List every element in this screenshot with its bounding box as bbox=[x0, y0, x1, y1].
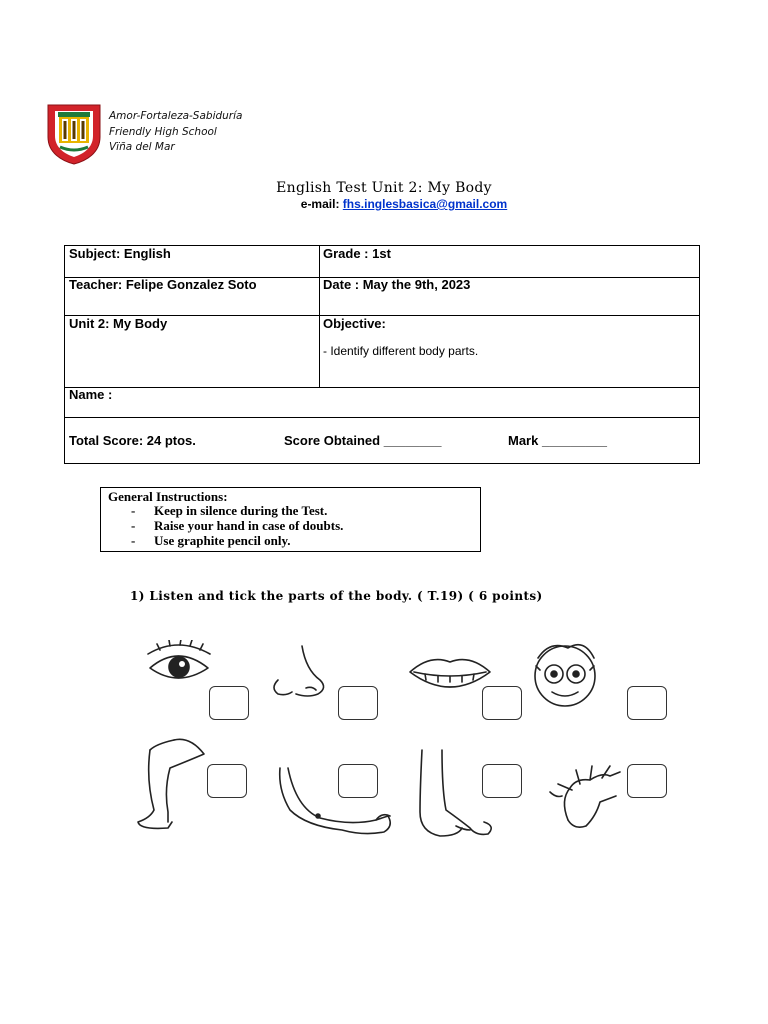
question-1: 1) Listen and tick the parts of the body. ( T.19) ( 6 points) bbox=[130, 589, 543, 603]
nose-icon bbox=[274, 646, 324, 696]
email-link[interactable]: fhs.inglesbasica@gmail.com bbox=[342, 197, 508, 211]
school-crest-icon bbox=[46, 103, 102, 165]
teacher-cell: Teacher: Felipe Gonzalez Soto bbox=[69, 277, 257, 292]
eye-tickbox[interactable] bbox=[209, 686, 249, 720]
subject-cell: Subject: English bbox=[69, 246, 171, 261]
mouth-tickbox[interactable] bbox=[482, 686, 522, 720]
body-parts-pictures bbox=[120, 640, 680, 850]
score-obtained: Score Obtained ________ bbox=[284, 433, 442, 448]
school-motto: Amor-Fortaleza-Sabiduría bbox=[109, 110, 243, 122]
email-row bbox=[0, 197, 768, 211]
instruction-item: - Keep in silence during the Test. bbox=[131, 503, 328, 518]
date-cell: Date : May the 9th, 2023 bbox=[323, 277, 471, 292]
objective-label: Objective: bbox=[323, 316, 386, 331]
unit-cell: Unit 2: My Body bbox=[69, 316, 168, 331]
head-icon bbox=[535, 645, 595, 706]
total-score: Total Score: 24 ptos. bbox=[69, 433, 196, 448]
nose-tickbox[interactable] bbox=[338, 686, 378, 720]
info-table bbox=[64, 245, 700, 464]
instruction-item: - Raise your hand in case of doubts. bbox=[131, 518, 344, 533]
hand-tickbox[interactable] bbox=[627, 764, 667, 798]
instructions-heading: General Instructions: bbox=[108, 489, 228, 504]
feet-tickbox[interactable] bbox=[482, 764, 522, 798]
general-instructions bbox=[100, 487, 481, 552]
eye-icon bbox=[148, 640, 210, 678]
mark-field: Mark _________ bbox=[508, 433, 608, 448]
name-label: Name : bbox=[69, 387, 113, 402]
objective-item: - Identify different body parts. bbox=[323, 344, 479, 358]
hand-icon bbox=[550, 766, 620, 827]
instruction-item: - Use graphite pencil only. bbox=[131, 533, 291, 548]
leg-tickbox[interactable] bbox=[207, 764, 247, 798]
arm-tickbox[interactable] bbox=[338, 764, 378, 798]
email-label: e-mail: bbox=[300, 197, 340, 211]
school-city: Vïña del Mar bbox=[109, 141, 175, 153]
grade-cell: Grade : 1st bbox=[323, 246, 391, 261]
head-tickbox[interactable] bbox=[627, 686, 667, 720]
test-title: English Test Unit 2: My Body bbox=[276, 180, 492, 196]
feet-icon bbox=[420, 750, 491, 836]
leg-icon bbox=[138, 739, 204, 828]
mouth-icon bbox=[410, 660, 490, 687]
school-name: Friendly High School bbox=[109, 126, 217, 138]
